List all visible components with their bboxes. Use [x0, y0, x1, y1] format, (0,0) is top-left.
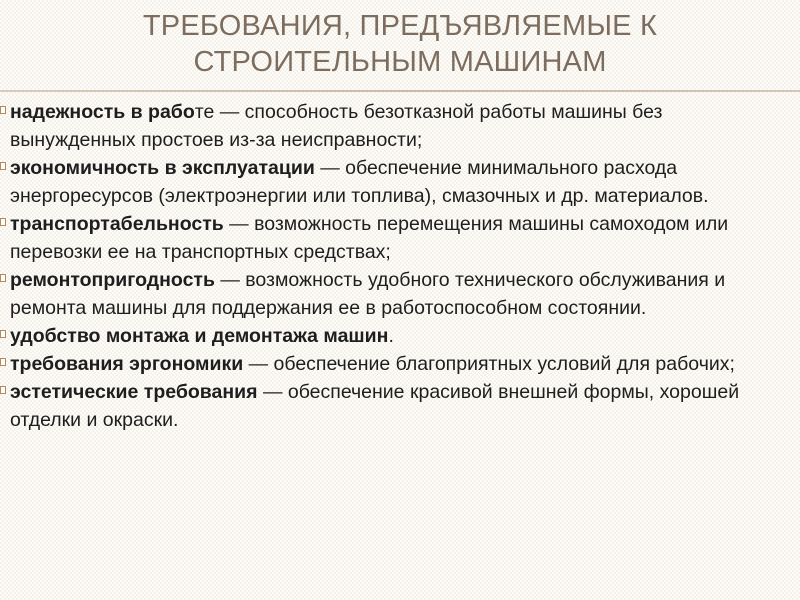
item-text: — возможность удобного технического обслуживания и ремонта машины для поддержания ее в работоспособном состоянии.	[10, 269, 726, 319]
item-text: — возможность перемещения машины самоходом или перевозки ее на транспортных средствах;	[10, 213, 729, 263]
list-item-ergonomics	[0, 350, 790, 378]
square-bullet-icon	[0, 274, 6, 282]
item-text: — обеспечение благоприятных условий для рабочих;	[243, 353, 735, 375]
square-bullet-icon	[0, 106, 6, 114]
requirements-list	[0, 98, 790, 434]
square-bullet-icon	[0, 162, 6, 170]
item-term: требования эргономики	[10, 353, 244, 375]
square-bullet-icon	[0, 358, 6, 366]
item-term: эстетические требования	[10, 381, 258, 403]
square-bullet-icon	[0, 330, 6, 338]
list-item-assembly	[0, 322, 790, 350]
square-bullet-icon	[0, 218, 6, 226]
item-text: — обеспечение минимального расхода энергоресурсов (электроэнергии или топлива), смазочных и др. материалов.	[10, 157, 709, 207]
list-item-economy	[0, 154, 790, 210]
title-line-1: ТРЕБОВАНИЯ, ПРЕДЪЯВЛЯЕМЫЕ К	[142, 10, 658, 42]
item-term: удобство монтажа и демонтажа машин	[10, 325, 389, 347]
item-text: те — способность безотказной работы машины без вынужденных простоев из-за неисправности;	[10, 101, 663, 151]
title-line-2: СТРОИТЕЛЬНЫМ МАШИНАМ	[193, 46, 607, 78]
item-term: транспортабельность	[10, 213, 224, 235]
list-item-reliability	[0, 98, 790, 154]
list-item-transportability	[0, 210, 790, 266]
item-text: .	[388, 325, 394, 347]
item-term: экономичность в эксплуатации	[10, 157, 315, 179]
item-term: надежность в рабо	[10, 101, 195, 123]
list-item-maintainability	[0, 266, 790, 322]
item-text: — обеспечение красивой внешней формы, хорошей отделки и окраски.	[10, 381, 740, 431]
item-term: ремонтопригодность	[10, 269, 215, 291]
list-item-aesthetics	[0, 378, 790, 434]
slide-title	[0, 8, 800, 80]
square-bullet-icon	[0, 386, 6, 394]
title-divider	[0, 90, 800, 92]
